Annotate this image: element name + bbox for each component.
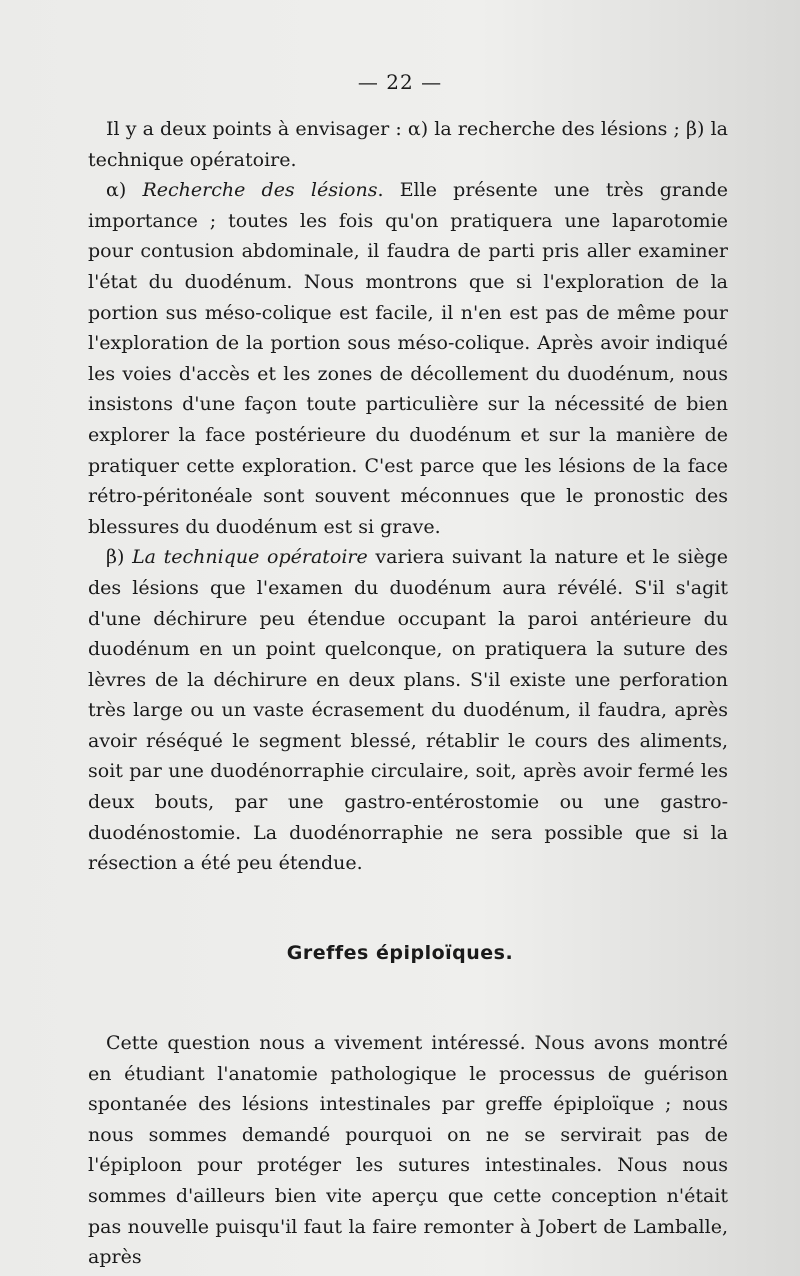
- beta-title: La technique opératoire: [132, 546, 368, 569]
- beta-paragraph: [88, 542, 728, 879]
- alpha-title: Recherche des lésions: [142, 179, 378, 202]
- alpha-paragraph: [88, 175, 728, 542]
- alpha-text: . Elle présente une très grande importance ; toutes les fois qu'on pratiquera une laparotomie pour contusion abdominale, il faudra de parti pris aller examiner l'état du duodénum. Nous montrons que si l'exploration de la portion sus méso-colique est facile, il n'en est pas de même pour l'exploration de la portion sous méso-colique. Après avoir indiqué les voies d'accès et les zones de décollement du duodénum, nous insistons d'une façon toute particulière sur la nécessité de bien explorer la face postérieure du duodénum et sur la manière de pratiquer cette exploration. C'est parce que les lésions de la face rétro-péritonéale sont souvent méconnues que le pronostic des blessures du duodénum est si grave.: [88, 179, 728, 538]
- main-text-block: [88, 114, 728, 879]
- beta-text: variera suivant la nature et le siège des lésions que l'examen du duodénum aura révélé. S'il s'agit d'une déchirure peu étendue occupant la paroi antérieure du duodénum en un point quelconque, on pratiquera la suture des lèvres de la déchirure en deux plans. S'il existe une perforation très large ou un vaste écrasement du duodénum, il faudra, après avoir réséqué le segment blessé, rétablir le cours des aliments, soit par une duodénorraphie circulaire, soit, après avoir fermé les deux bouts, par une gastro-entérostomie ou une gastro-duodénostomie. La duodénorraphie ne sera possible que si la résection a été peu étendue.: [88, 546, 728, 875]
- beta-marker: β): [106, 546, 125, 569]
- greffes-text-block: [88, 1028, 728, 1273]
- alpha-marker: α): [106, 179, 127, 202]
- page-number: — 22 —: [357, 70, 443, 94]
- section-heading: Greffes épiploïques.: [286, 942, 514, 964]
- greffes-paragraph: Cette question nous a vivement intéressé. Nous avons montré en étudiant l'anatomie pathologique le processus de guérison spontanée des lésions intestinales par greffe épiploïque ; nous nous sommes demandé pourquoi on ne se servirait pas de l'épiploon pour protéger les sutures intestinales. Nous nous sommes d'ailleurs bien vite aperçu que cette conception n'était pas nouvelle puisqu'il faut la faire remonter à Jobert de Lamballe, après: [88, 1032, 728, 1269]
- intro-paragraph: Il y a deux points à envisager : α) la recherche des lésions ; β) la technique opératoire.: [88, 118, 728, 171]
